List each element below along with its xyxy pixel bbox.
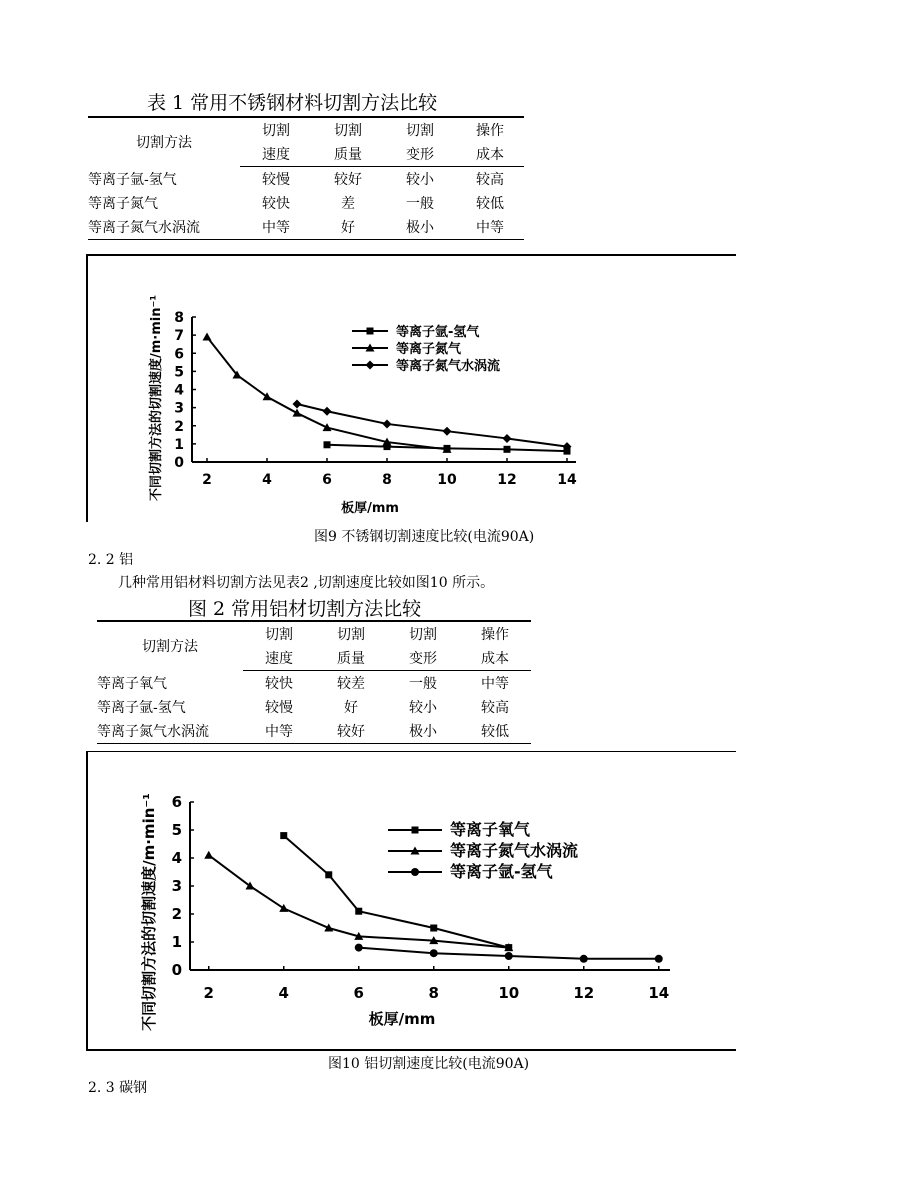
table1-title: 表 1 常用不锈钢材料切割方法比较 [147, 92, 438, 114]
x-tick-label: 12 [573, 984, 595, 1002]
table2-header-bottom: 变形 [387, 646, 459, 671]
data-point [323, 407, 332, 416]
data-point [580, 955, 588, 963]
x-tick-label: 8 [428, 984, 439, 1002]
table1-cell: 较小 [406, 172, 434, 188]
table1-cell: 较低 [476, 196, 504, 212]
x-tick-label: 8 [382, 472, 392, 488]
x-tick-label: 4 [262, 472, 272, 488]
table2-cell: 较快 [265, 676, 293, 692]
figure9-chart [88, 256, 736, 522]
legend-marker [367, 328, 374, 335]
table2-cell: 较慢 [265, 700, 293, 716]
table2-cell: 较低 [481, 724, 509, 740]
data-point [293, 409, 302, 417]
table2-header-top: 切割 [409, 627, 437, 643]
data-point [443, 427, 452, 436]
table1-header-top: 切割 [334, 123, 362, 139]
x-tick-label: 6 [353, 984, 364, 1002]
table-row [88, 215, 524, 240]
x-tick-label: 2 [202, 472, 212, 488]
table-row [88, 191, 524, 215]
table2-cell: 等离子氩-氢气 [97, 700, 186, 716]
table2-header-bottom: 质量 [315, 646, 387, 671]
figure10-caption: 图10 铝切割速度比较(电流90A) [328, 1056, 530, 1072]
data-point [430, 925, 437, 932]
data-point [280, 832, 287, 839]
data-point [503, 434, 512, 443]
table-row [88, 167, 524, 192]
data-point [430, 949, 438, 957]
y-tick-label: 6 [171, 793, 182, 811]
table2-cell: 好 [344, 700, 358, 716]
table2-cell: 中等 [265, 724, 293, 740]
data-point [325, 871, 332, 878]
series-line [297, 404, 567, 447]
x-tick-label: 14 [557, 472, 577, 488]
table2-cell: 等离子氮气水涡流 [97, 724, 209, 740]
y-tick-label: 4 [174, 382, 184, 399]
table1-cell: 较快 [262, 196, 290, 212]
table2-cell: 一般 [409, 676, 437, 692]
legend-label: 等离子氩-氢气 [450, 862, 553, 881]
table2-header-top: 操作 [481, 627, 509, 643]
y-tick-label: 8 [174, 310, 184, 326]
figure9-caption: 图9 不锈钢切割速度比较(电流90A) [314, 529, 535, 545]
table2-cell: 较高 [481, 700, 509, 716]
table1-header-top: 操作 [476, 123, 504, 139]
table2-header-top: 切割 [337, 627, 365, 643]
y-axis-label: 不同切割方法的切割速度/m·min⁻¹ [149, 294, 164, 502]
figure10-chart [88, 752, 736, 1049]
table2-cell: 较差 [337, 676, 365, 692]
table1-cell: 中等 [262, 220, 290, 236]
y-tick-label: 4 [171, 849, 182, 867]
table1-cell: 极小 [406, 220, 434, 236]
table1-cell: 好 [341, 220, 355, 236]
section-2-2-text: 几种常用铝材料切割方法见表2 ,切割速度比较如图10 所示。 [118, 575, 495, 591]
table1-cell: 差 [341, 196, 355, 212]
y-axis-label: 不同切割方法的切割速度/m·min⁻¹ [140, 793, 158, 1031]
table1-cell: 较好 [334, 172, 362, 188]
table-row [97, 671, 531, 696]
y-tick-label: 7 [174, 328, 184, 345]
data-point [655, 955, 663, 963]
y-tick-label: 0 [171, 961, 182, 979]
table1-cell: 较慢 [262, 172, 290, 188]
x-axis-label: 板厚/mm [341, 501, 399, 516]
x-tick-label: 4 [278, 984, 289, 1002]
figure9-frame [86, 254, 736, 522]
y-tick-label: 2 [174, 418, 184, 435]
data-point [355, 944, 363, 952]
y-tick-label: 6 [174, 346, 184, 363]
table1-header-bottom: 速度 [240, 142, 312, 167]
legend-label: 等离子氧气 [450, 820, 531, 839]
table2-header-method: 切割方法 [142, 639, 198, 656]
table2-header-top: 切割 [265, 627, 293, 643]
table2 [97, 620, 531, 744]
section-2-2-heading: 2. 2 铝 [88, 552, 134, 568]
table2-title: 图 2 常用铝材切割方法比较 [188, 598, 422, 620]
data-point [383, 419, 392, 428]
data-point [293, 400, 302, 409]
data-point [203, 332, 212, 340]
y-tick-label: 3 [174, 400, 184, 417]
figure10-frame [86, 751, 736, 1051]
table1-cell: 较高 [476, 172, 504, 188]
legend-label: 等离子氮气水涡流 [450, 841, 579, 860]
table2-header-bottom: 成本 [459, 646, 531, 671]
data-point [279, 904, 288, 912]
table1-header-method: 切割方法 [136, 135, 192, 152]
data-point [504, 446, 511, 453]
table1-header-top: 切割 [406, 123, 434, 139]
y-tick-label: 5 [174, 364, 184, 381]
x-tick-label: 10 [437, 472, 457, 488]
x-tick-label: 10 [498, 984, 520, 1002]
x-tick-label: 6 [322, 472, 332, 488]
table2-header-bottom: 速度 [243, 646, 315, 671]
y-tick-label: 5 [171, 821, 182, 839]
y-tick-label: 2 [171, 905, 182, 923]
x-tick-label: 2 [203, 984, 214, 1002]
table1-cell: 等离子氮气水涡流 [88, 220, 200, 236]
table1-cell: 一般 [406, 196, 434, 212]
y-tick-label: 3 [171, 877, 182, 895]
table2-cell: 较好 [337, 724, 365, 740]
table1-header-bottom: 变形 [384, 142, 456, 167]
data-point [505, 952, 513, 960]
legend-marker [411, 868, 419, 876]
x-axis-label: 板厚/mm [368, 1010, 436, 1028]
y-tick-label: 1 [171, 933, 182, 951]
legend-label: 等离子氮气水涡流 [396, 359, 501, 374]
x-tick-label: 14 [648, 984, 670, 1002]
series-3 [293, 400, 572, 452]
y-tick-label: 0 [174, 455, 184, 471]
table2-cell: 极小 [409, 724, 437, 740]
section-2-3-heading: 2. 3 碳钢 [88, 1080, 148, 1096]
table2-cell: 中等 [481, 676, 509, 692]
table1-cell: 等离子氩-氢气 [88, 171, 177, 188]
legend-label: 等离子氮气 [396, 342, 462, 357]
y-tick-label: 1 [174, 436, 184, 453]
legend-marker [412, 827, 419, 834]
legend-label: 等离子氩-氢气 [396, 325, 480, 340]
table-row [97, 695, 531, 719]
table1-header-bottom: 质量 [312, 142, 384, 167]
table1 [88, 116, 524, 240]
x-tick-label: 12 [497, 472, 517, 488]
table1-header-bottom: 成本 [456, 142, 524, 167]
table1-cell: 等离子氮气 [88, 196, 158, 212]
data-point [204, 851, 213, 859]
table1-header-top: 切割 [262, 123, 290, 139]
data-point [355, 908, 362, 915]
table1-cell: 中等 [476, 220, 504, 236]
data-point [324, 441, 331, 448]
table2-cell: 等离子氧气 [97, 675, 167, 692]
table-row [97, 719, 531, 744]
table2-cell: 较小 [409, 700, 437, 716]
legend-marker [366, 361, 375, 370]
